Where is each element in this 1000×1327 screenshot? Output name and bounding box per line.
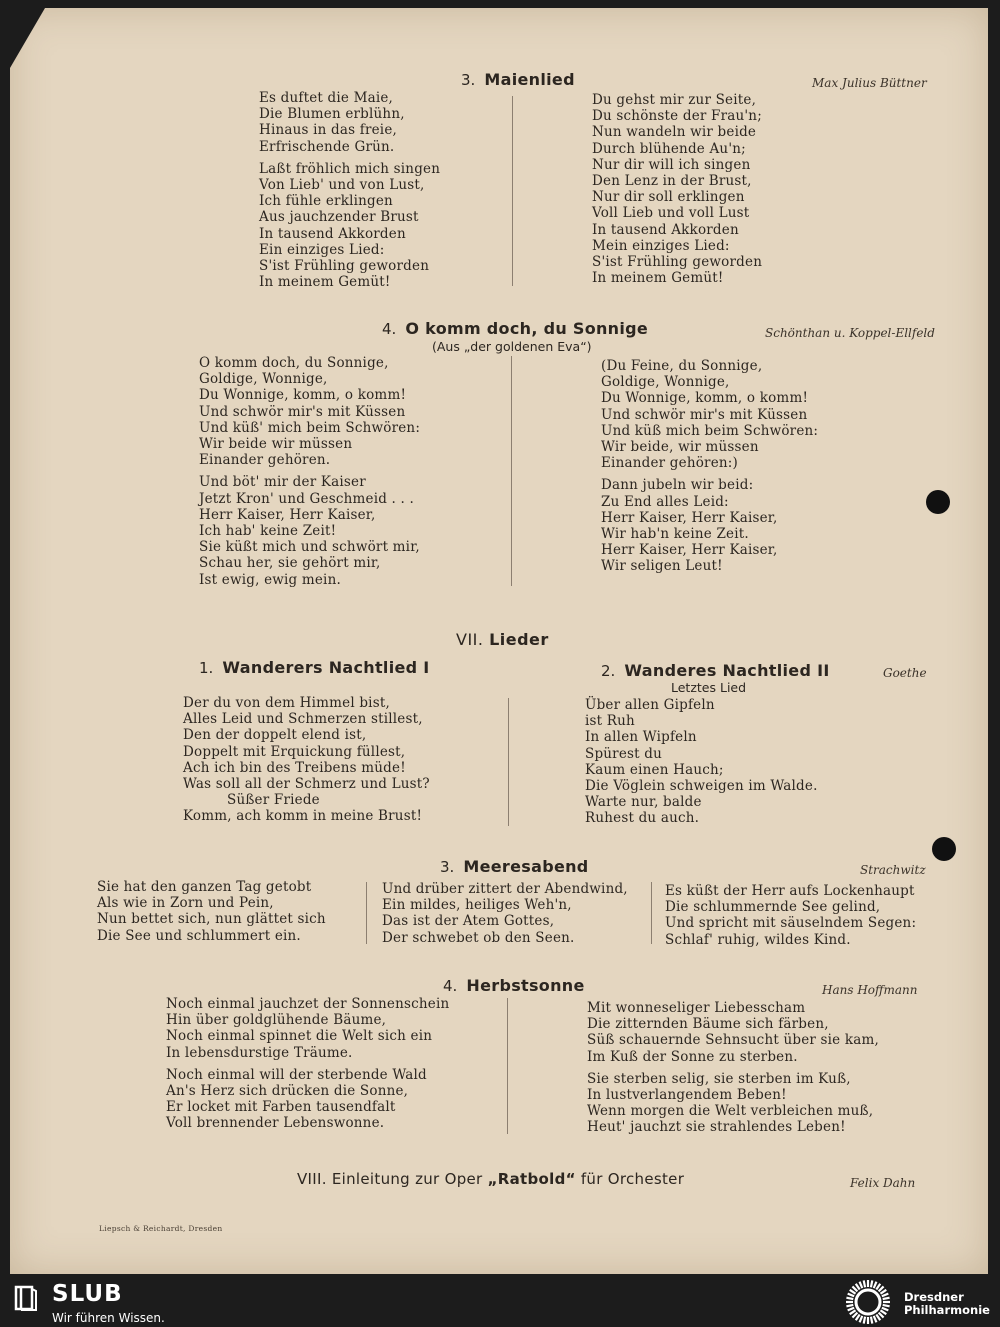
- sunburst-ray: [846, 1298, 853, 1299]
- verse-line: Wenn morgen die Welt verbleichen muß,: [587, 1103, 874, 1120]
- verse-line: Die schlummernde See gelind,: [665, 899, 881, 916]
- verse-line: Die zitternden Bäume sich färben,: [587, 1016, 829, 1033]
- sunburst-ray: [874, 1316, 877, 1322]
- section-vii-number: VII.: [456, 630, 484, 649]
- verse-line: Erfrischende Grün.: [259, 138, 395, 155]
- column-divider: [507, 998, 508, 1134]
- verse-line: Über allen Gipfeln: [585, 697, 715, 713]
- verse-line: Ein mildes, heiliges Weh'n,: [382, 897, 572, 914]
- verse-line: Der schwebet ob den Seen.: [382, 929, 575, 946]
- verse-line: Es küßt der Herr aufs Lockenhaupt: [665, 883, 915, 899]
- verse-line: Ach ich bin des Treibens müde!: [183, 759, 406, 776]
- verse-line: Den der doppelt elend ist,: [183, 727, 367, 744]
- maienlied-number: 3.: [461, 71, 476, 89]
- verse-line: Nun bettet sich, nun glättet sich: [97, 911, 326, 928]
- verse-line: (Du Feine, du Sonnige,: [601, 358, 763, 374]
- verse-line: Sie sterben selig, sie sterben im Kuß,: [587, 1070, 851, 1087]
- wanderer2-verse: [585, 697, 818, 827]
- verse-line: Es duftet die Maie,: [259, 90, 394, 106]
- verse-line: Goldige, Wonnige,: [199, 371, 328, 388]
- sonnige-number: 4.: [382, 320, 397, 338]
- sonnige-author: Schönthan u. Koppel-Ellfeld: [765, 326, 935, 340]
- herbstsonne-title: Herbstsonne: [466, 976, 585, 995]
- herbstsonne-verse-right: [587, 1000, 879, 1136]
- section-viii-heading: [297, 1170, 684, 1188]
- column-divider: [366, 882, 367, 944]
- verse-line: Und küß' mich beim Schwören:: [199, 419, 421, 436]
- sunburst-ray: [876, 1284, 880, 1290]
- verse-line: Ich fühle erklingen: [259, 193, 393, 210]
- verse-line: Und drüber zittert der Abendwind,: [382, 881, 628, 897]
- meeresabend-verse-1: [97, 879, 326, 944]
- verse-line: Schlaf' ruhig, wildes Kind.: [665, 931, 851, 948]
- sunburst-ray: [864, 1317, 865, 1324]
- column-divider: [508, 698, 509, 826]
- herbstsonne-author: Hans Hoffmann: [822, 983, 918, 997]
- verse-line: Herr Kaiser, Herr Kaiser,: [601, 509, 778, 526]
- sunburst-ray: [880, 1290, 886, 1294]
- verse-line: Herr Kaiser, Herr Kaiser,: [199, 506, 376, 523]
- sonnige-title: O komm doch, du Sonnige: [405, 319, 649, 338]
- verse-line: Die See und schlummert ein.: [97, 927, 301, 944]
- maienlied-author: Max Julius Büttner: [812, 76, 927, 90]
- maienlied-heading: [461, 70, 575, 89]
- verse-line: Zu End alles Leid:: [601, 493, 729, 510]
- verse-line: Im Kuß der Sonne zu sterben.: [587, 1048, 798, 1065]
- wanderer2-number: 2.: [601, 662, 616, 680]
- maienlied-verse-right: [592, 92, 762, 286]
- sunburst-ray: [848, 1308, 854, 1311]
- verse-line: Den Lenz in der Brust,: [592, 173, 752, 190]
- section-vii-title: Lieder: [489, 630, 549, 649]
- verse-line: Voll brennender Lebenswonne.: [166, 1115, 385, 1132]
- verse-line: Durch blühende Au'n;: [592, 140, 746, 157]
- verse-line: An's Herz sich drücken die Sonne,: [166, 1083, 409, 1100]
- verse-line: In meinem Gemüt!: [592, 270, 724, 287]
- verse-line: In meinem Gemüt!: [259, 274, 391, 291]
- verse-line: Du Wonnige, komm, o komm!: [601, 390, 809, 407]
- sunburst-ray: [874, 1282, 877, 1288]
- sunburst-ray: [883, 1298, 890, 1299]
- slub-logo-text[interactable]: SLUB: [52, 1281, 123, 1307]
- wanderer2-heading: [601, 661, 830, 680]
- punch-hole: [926, 490, 950, 514]
- maienlied-verse-left: [259, 90, 440, 290]
- sunburst-ray: [860, 1316, 863, 1322]
- verse-line: Süß schauernde Sehnsucht über sie kam,: [587, 1032, 879, 1049]
- partner-line-2: Philharmonie: [904, 1303, 990, 1317]
- slub-tagline: Wir führen Wissen.: [52, 1311, 165, 1325]
- verse-line: Von Lieb' und von Lust,: [259, 177, 425, 194]
- verse-line: Ich hab' keine Zeit!: [199, 523, 337, 540]
- sunburst-ray: [882, 1308, 888, 1311]
- section-viii-prefix: VIII. Einleitung zur Oper: [297, 1170, 488, 1188]
- verse-line: In tausend Akkorden: [592, 221, 739, 238]
- partner-line-1: Dresdner: [904, 1290, 964, 1304]
- verse-line: Laßt fröhlich mich singen: [259, 160, 441, 177]
- verse-line: Einander gehören.: [199, 452, 331, 469]
- folded-corner: [10, 8, 45, 68]
- verse-line: In lebensdurstige Träume.: [166, 1044, 353, 1061]
- verse-line: Aus jauchzender Brust: [259, 209, 419, 226]
- verse-line: Er locket mit Farben tausendfalt: [166, 1099, 396, 1116]
- herbstsonne-number: 4.: [443, 977, 458, 995]
- verse-line: Die Vöglein schweigen im Walde.: [585, 778, 818, 795]
- verse-line: Schau her, sie gehört mir,: [199, 555, 381, 572]
- verse-line: ist Ruh: [585, 713, 635, 730]
- sunburst-ray: [850, 1310, 856, 1314]
- verse-line: Mit wonneseliger Liebesscham: [587, 1000, 806, 1016]
- wanderer2-title: Wanderes Nachtlied II: [624, 661, 830, 680]
- verse-line: Du schönste der Frau'n;: [592, 108, 762, 125]
- verse-line: Sie hat den ganzen Tag getobt: [97, 879, 312, 895]
- herbstsonne-verse-left: [166, 996, 449, 1132]
- verse-line: Mein einziges Lied:: [592, 237, 730, 254]
- sunburst-ray: [852, 1313, 857, 1318]
- verse-line: Goldige, Wonnige,: [601, 374, 730, 391]
- verse-line: Warte nur, balde: [585, 794, 702, 811]
- verse-line: Wir beide wir müssen: [199, 436, 353, 453]
- sunburst-ray: [856, 1284, 860, 1290]
- verse-line: Hinaus in das freie,: [259, 122, 397, 139]
- verse-line: In lustverlangendem Beben!: [587, 1087, 787, 1104]
- verse-line: Noch einmal jauchzet der Sonnenschein: [166, 996, 450, 1012]
- verse-line: Die Blumen erblühn,: [259, 106, 405, 123]
- verse-line: Ein einziges Lied:: [259, 241, 385, 258]
- meeresabend-title: Meeresabend: [463, 857, 589, 876]
- verse-line: Herr Kaiser, Herr Kaiser,: [601, 542, 778, 559]
- sunburst-ray: [882, 1294, 888, 1297]
- verse-line: In tausend Akkorden: [259, 225, 406, 242]
- sonnige-heading: [382, 319, 648, 338]
- sonnige-verse-left: [199, 355, 420, 588]
- sunburst-ray: [871, 1280, 872, 1287]
- wanderer2-author: Goethe: [883, 666, 927, 680]
- verse-line: Kaum einen Hauch;: [585, 761, 724, 778]
- book-icon[interactable]: [14, 1285, 38, 1311]
- verse-line: Nur dir soll erklingen: [592, 189, 745, 206]
- verse-line: Wir seligen Leut!: [601, 558, 723, 575]
- verse-line: Komm, ach komm in meine Brust!: [183, 808, 423, 825]
- maienlied-title: Maienlied: [484, 70, 575, 89]
- column-divider: [512, 96, 513, 286]
- verse-line: Wir beide, wir müssen: [601, 439, 759, 456]
- sunburst-ray: [871, 1317, 872, 1324]
- verse-line: Und spricht mit säuselndem Segen:: [665, 915, 917, 932]
- meeresabend-number: 3.: [440, 858, 455, 876]
- sunburst-ray: [846, 1305, 853, 1306]
- verse-line: Doppelt mit Erquickung füllest,: [183, 743, 406, 760]
- sunburst-icon[interactable]: [842, 1279, 894, 1325]
- verse-line: Und schwör mir's mit Küssen: [601, 406, 808, 423]
- verse-line: Voll Lieb und voll Lust: [592, 205, 750, 222]
- sonnige-verse-right: [601, 358, 818, 575]
- column-divider: [511, 356, 512, 586]
- verse-line: O komm doch, du Sonnige,: [199, 355, 389, 371]
- section-viii-opera-title: „Ratbold“: [487, 1170, 576, 1188]
- footer-bar: [0, 1277, 1000, 1327]
- verse-line: Der du von dem Himmel bist,: [183, 695, 390, 711]
- verse-line: Ist ewig, ewig mein.: [199, 571, 341, 588]
- sunburst-ray: [860, 1282, 863, 1288]
- verse-line: Heut' jauchzt sie strahlendes Leben!: [587, 1119, 846, 1136]
- meeresabend-verse-3: [665, 883, 916, 948]
- verse-line: In allen Wipfeln: [585, 729, 697, 746]
- verse-line: Ruhest du auch.: [585, 810, 700, 827]
- sunburst-ray: [864, 1280, 865, 1287]
- sunburst-ray: [856, 1314, 860, 1320]
- verse-line: Hin über goldglühende Bäume,: [166, 1012, 387, 1029]
- partner-logo-text[interactable]: [904, 1291, 990, 1317]
- wanderer1-number: 1.: [199, 659, 214, 677]
- sunburst-ray: [852, 1286, 857, 1291]
- verse-line: Und schwör mir's mit Küssen: [199, 403, 406, 420]
- verse-line: Du gehst mir zur Seite,: [592, 92, 757, 108]
- sunburst-ray: [848, 1294, 854, 1297]
- sunburst-ray: [879, 1286, 884, 1291]
- column-divider: [651, 882, 652, 944]
- verse-line: Und küß mich beim Schwören:: [601, 422, 819, 439]
- verse-line: Süßer Friede: [227, 792, 320, 809]
- verse-line: Nur dir will ich singen: [592, 156, 751, 173]
- sunburst-ray: [880, 1310, 886, 1314]
- verse-line: Wir hab'n keine Zeit.: [601, 526, 749, 543]
- verse-line: Das ist der Atem Gottes,: [382, 913, 555, 930]
- verse-line: Noch einmal will der sterbende Wald: [166, 1066, 427, 1083]
- sonnige-subtitle: (Aus „der goldenen Eva“): [432, 339, 592, 354]
- verse-line: Dann jubeln wir beid:: [601, 477, 754, 494]
- verse-line: S'ist Frühling geworden: [259, 258, 430, 275]
- verse-line: Nun wandeln wir beide: [592, 124, 757, 141]
- section-viii-suffix: für Orchester: [575, 1170, 685, 1188]
- meeresabend-heading: [440, 857, 589, 876]
- sunburst-ray: [850, 1290, 856, 1294]
- section-vii-heading: [456, 630, 549, 649]
- meeresabend-author: Strachwitz: [860, 863, 926, 877]
- verse-line: Jetzt Kron' und Geschmeid . . .: [199, 490, 414, 507]
- sunburst-ray: [876, 1314, 880, 1320]
- punch-hole: [932, 837, 956, 861]
- herbstsonne-heading: [443, 976, 585, 995]
- verse-line: Sie küßt mich und schwört mir,: [199, 539, 420, 556]
- wanderer2-subtitle: Letztes Lied: [671, 680, 747, 695]
- verse-line: Du Wonnige, komm, o komm!: [199, 387, 407, 404]
- printer-imprint: Liepsch & Reichardt, Dresden: [99, 1224, 223, 1233]
- verse-line: Einander gehören:): [601, 455, 738, 472]
- wanderer1-title: Wanderers Nachtlied I: [222, 658, 430, 677]
- section-viii-author: Felix Dahn: [850, 1176, 916, 1190]
- verse-line: Was soll all der Schmerz und Lust?: [183, 776, 430, 793]
- wanderer1-heading: [199, 658, 430, 677]
- meeresabend-verse-2: [382, 881, 628, 946]
- verse-line: Als wie in Zorn und Pein,: [97, 895, 274, 912]
- sunburst-ray: [879, 1313, 884, 1318]
- verse-line: Noch einmal spinnet die Welt sich ein: [166, 1028, 433, 1045]
- verse-line: Und böt' mir der Kaiser: [199, 474, 366, 491]
- verse-line: S'ist Frühling geworden: [592, 254, 763, 271]
- sunburst-ray: [883, 1305, 890, 1306]
- verse-line: Alles Leid und Schmerzen stillest,: [183, 711, 423, 728]
- wanderer1-verse: [183, 695, 430, 825]
- verse-line: Spürest du: [585, 745, 663, 762]
